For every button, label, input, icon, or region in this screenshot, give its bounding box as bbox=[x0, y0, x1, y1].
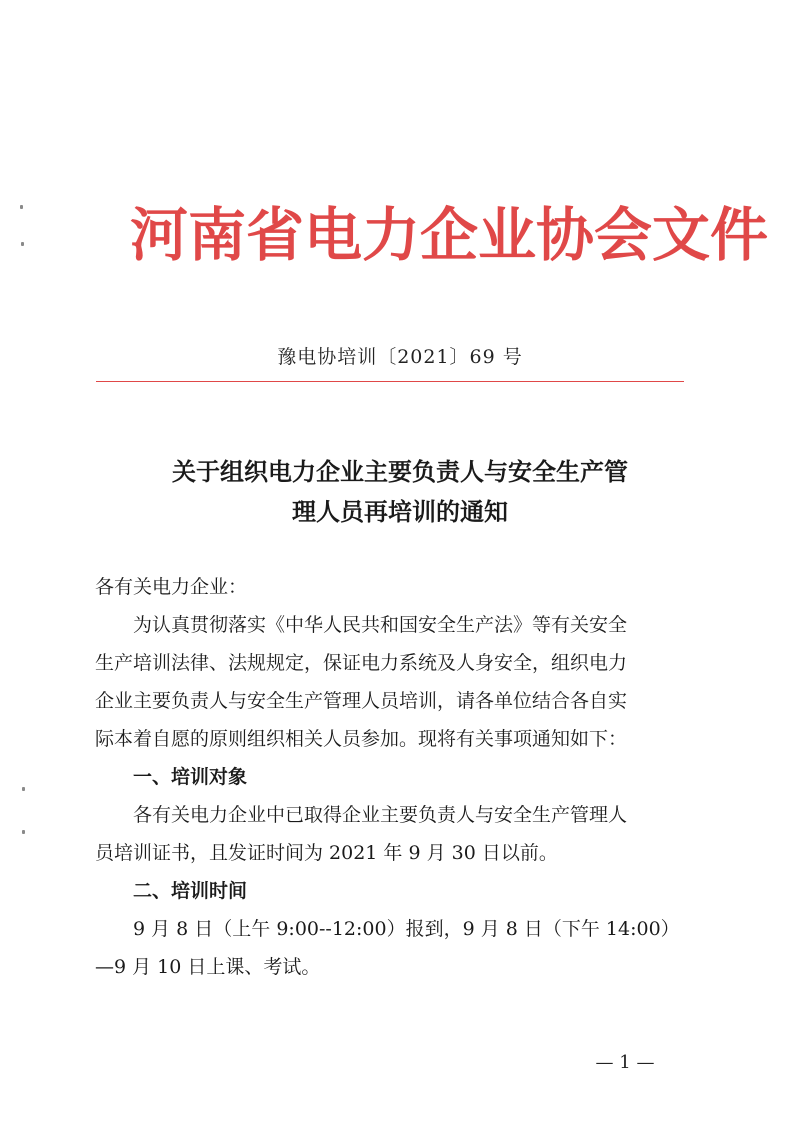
notice-title-line-1: 关于组织电力企业主要负责人与安全生产管 bbox=[172, 458, 628, 486]
red-divider bbox=[96, 381, 684, 382]
notice-title bbox=[70, 452, 730, 532]
document-number: 豫电协培训〔2021〕69 号 bbox=[277, 346, 523, 368]
paragraph-line: —9 月 10 日上课、考试。 bbox=[95, 956, 321, 978]
scan-speck bbox=[21, 242, 24, 246]
paragraph-line: 为认真贯彻落实《中华人民共和国安全生产法》等有关安全 bbox=[133, 614, 628, 636]
paragraph-line: 际本着自愿的原则组织相关人员参加。现将有关事项通知如下： bbox=[95, 728, 628, 750]
paragraph-line: 企业主要负责人与安全生产管理人员培训，请各单位结合各自实 bbox=[95, 690, 628, 712]
scan-speck bbox=[22, 830, 25, 834]
paragraph-line: 9 月 8 日（上午 9:00--12:00）报到，9 月 8 日（下午 14:00） bbox=[133, 918, 680, 940]
section-heading-training-time: 二、培训时间 bbox=[133, 880, 248, 902]
paragraph-line: 各有关电力企业中已取得企业主要负责人与安全生产管理人 bbox=[133, 804, 628, 826]
notice-body bbox=[95, 568, 700, 986]
scan-speck bbox=[22, 787, 25, 791]
issuer-title: 河南省电力企业协会文件 bbox=[130, 201, 769, 269]
notice-title-line-2: 理人员再培训的通知 bbox=[292, 498, 508, 526]
page-number: — 1 — bbox=[595, 1052, 655, 1073]
salutation: 各有关电力企业： bbox=[95, 576, 248, 598]
paragraph-line: 员培训证书，且发证时间为 2021 年 9 月 30 日以前。 bbox=[95, 842, 558, 864]
section-heading-training-target: 一、培训对象 bbox=[133, 766, 248, 788]
scan-speck bbox=[20, 205, 23, 209]
paragraph-line: 生产培训法律、法规规定，保证电力系统及人身安全，组织电力 bbox=[95, 652, 628, 674]
